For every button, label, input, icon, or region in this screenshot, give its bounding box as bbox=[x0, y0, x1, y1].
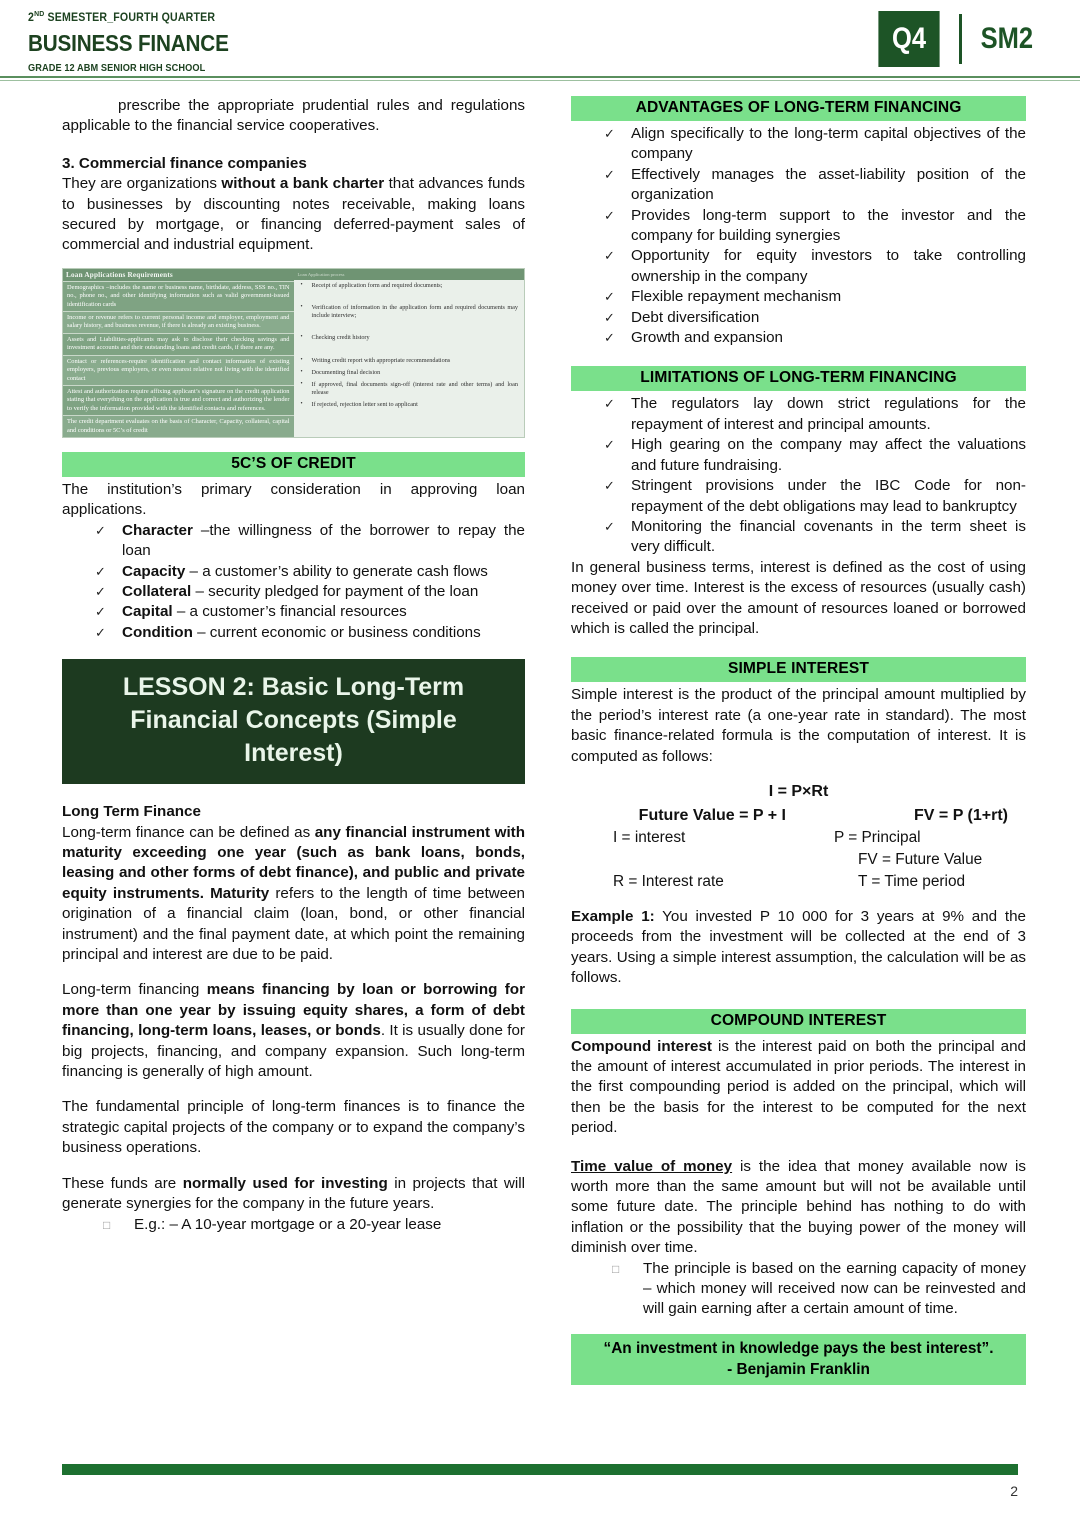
compound-interest-paragraph bbox=[571, 1037, 1026, 1139]
semester-badge: SM2 bbox=[980, 22, 1034, 55]
continued-paragraph: prescribe the appropriate prudential rules and regulations applicable to the financial service cooperatives. bbox=[62, 97, 525, 135]
page-number: 2 bbox=[1010, 1483, 1018, 1499]
long-term-finance-paragraph-3: The fundamental principle of long-term finances is to finance the strategic capital projects of the company or to expand the company’s business operations. bbox=[62, 1098, 525, 1157]
list-item: ✓ Provides long-term support to the investor and the company for building synergies bbox=[571, 206, 1026, 247]
advantages-list bbox=[571, 124, 1026, 348]
table-row: • If approved, final documents sign-off (interest rate and other terms) and loan release bbox=[294, 379, 525, 399]
cfc-text-1: They are organizations bbox=[62, 175, 222, 193]
fivecs-desc: – a customer’s ability to generate cash flows bbox=[185, 562, 488, 580]
example-list bbox=[62, 1215, 525, 1235]
table-spacer bbox=[294, 322, 525, 332]
simple-interest-formulas bbox=[571, 781, 1026, 893]
table-row: • If rejected, rejection letter sent to applicant bbox=[294, 399, 525, 411]
quote-box bbox=[571, 1334, 1026, 1385]
legend-time: T = Time period bbox=[858, 872, 966, 890]
fivecs-term: Capacity bbox=[122, 562, 186, 580]
table-row: Contact or references-require identification and contact information of existing employers, previous employers, or even nearest relative not living with the identified contact bbox=[63, 355, 294, 385]
quote-text: “An investment in knowledge pays the best interest”. bbox=[603, 1339, 994, 1357]
list-item bbox=[62, 562, 525, 582]
section-heading-simple-interest: SIMPLE INTEREST bbox=[571, 657, 1026, 682]
legend-row-1 bbox=[571, 827, 1026, 849]
fivecs-term: Capital bbox=[122, 603, 173, 621]
fivecs-desc: – security pledged for payment of the loan bbox=[191, 582, 479, 600]
cfc-text-bold: without a bank charter bbox=[221, 175, 385, 193]
table-header-requirements: Loan Applications Requirements bbox=[63, 269, 294, 281]
list-item bbox=[62, 582, 525, 602]
list-item: □ The principle is based on the earning capacity of money – which money will received now can be reinvested and will gain earning after a certain amount of time. bbox=[571, 1259, 1026, 1320]
legend-principal: P = Principal bbox=[834, 828, 921, 846]
table-spacer bbox=[294, 345, 525, 355]
ltf-p1-a: Long-term finance can be defined as bbox=[62, 823, 315, 841]
fivecs-desc: – current economic or business conditions bbox=[192, 623, 481, 641]
fivecs-desc: – a customer’s financial resources bbox=[172, 603, 407, 621]
long-term-finance-paragraph-2 bbox=[62, 980, 525, 1082]
table-spacer bbox=[294, 292, 525, 302]
header-rule-thick bbox=[0, 76, 1080, 78]
long-term-finance-paragraph-1 bbox=[62, 823, 525, 966]
loan-application-table bbox=[62, 268, 525, 438]
tvm-term: Time value of money bbox=[571, 1157, 733, 1175]
left-column bbox=[62, 96, 525, 1385]
compound-bold: Compound interest bbox=[571, 1037, 712, 1055]
table-row: • Receipt of application form and required documents; bbox=[294, 280, 525, 292]
ltf-p1-c: refers to the length of time between origination of a financial claim (loan, bond, or other financial instrument) and the final payment date, at which point the remaining principal and interest are due to be paid. bbox=[62, 884, 526, 964]
heading-commercial-finance-companies: 3. Commercial finance companies bbox=[62, 154, 307, 172]
kicker-rest: SEMESTER_FOURTH QUARTER bbox=[44, 11, 216, 24]
list-item: ✓ Effectively manages the asset-liability position of the organization bbox=[571, 165, 1026, 206]
section-heading-advantages: ADVANTAGES OF LONG-TERM FINANCING bbox=[571, 96, 1026, 121]
footer-rule bbox=[62, 1464, 1018, 1475]
table-row: The credit department evaluates on the basis of Character, Capacity, collateral, capital and conditions or 5C’s of credit bbox=[63, 415, 294, 437]
header-rule-thin bbox=[0, 80, 1080, 81]
legend-interest: I = interest bbox=[613, 828, 686, 846]
list-item: □ E.g.: – A 10-year mortgage or a 20-year lease bbox=[62, 1215, 525, 1235]
list-item: ✓ Flexible repayment mechanism bbox=[571, 287, 1026, 307]
table-row: Attest and authorization require affixing applicant’s signature on the credit application stating that everything on the application is true and correct and authorizing the lender to verify the information provided with the identified contacts and references. bbox=[63, 385, 294, 415]
table-row: • Checking credit history bbox=[294, 332, 525, 344]
page-title: BUSINESS FINANCE bbox=[28, 29, 229, 56]
heading-long-term-finance: Long Term Finance bbox=[62, 803, 201, 821]
section-heading-5cs-of-credit: 5C’S OF CREDIT bbox=[62, 452, 525, 477]
badge-divider bbox=[959, 14, 962, 64]
list-item bbox=[62, 623, 525, 643]
example-label: Example 1: bbox=[571, 907, 655, 925]
right-column bbox=[571, 96, 1026, 1385]
table-row: Demographics –includes the name or business name, birthdate, address, SSS no., TIN no., phone no., and other identifying information such as valid government-issued identification cards bbox=[63, 281, 294, 311]
section-heading-compound-interest: COMPOUND INTEREST bbox=[571, 1009, 1026, 1034]
list-item bbox=[62, 602, 525, 622]
list-item: ✓ High gearing on the company may affect the valuations and future fundraising. bbox=[571, 435, 1026, 476]
commercial-finance-body bbox=[62, 174, 525, 256]
fivecs-list bbox=[62, 521, 525, 643]
ltf-p1-bold: any financial instrument with maturity exceeding one year (such as bank loans, bonds, leasing and other forms of debt finance), and public and private equity instruments. Maturity bbox=[62, 823, 525, 902]
header-text-block bbox=[28, 9, 251, 74]
list-item: ✓ Monitoring the financial covenants in the term sheet is very difficult. bbox=[571, 517, 1026, 558]
table-row: • Writing credit report with appropriate recommendations bbox=[294, 355, 525, 367]
list-item: ✓ Align specifically to the long-term capital objectives of the company bbox=[571, 124, 1026, 165]
quarter-badge: Q4 bbox=[879, 11, 940, 67]
ltf-p2-c: . It is usually done for big projects, financing, and company expansion. Such long-term financing is generally of high amount. bbox=[62, 1022, 525, 1081]
kicker-ordinal-sup: ND bbox=[34, 9, 45, 18]
page-header bbox=[0, 0, 1080, 78]
table-row: Income or revenue refers to current personal income and employer, employment and salary history, and business revenue, if there is already an existing business. bbox=[63, 311, 294, 333]
long-term-finance-paragraph-4 bbox=[62, 1174, 525, 1215]
ltf-p2-a: Long-term financing bbox=[62, 981, 207, 999]
legend-future-value: FV = Future Value bbox=[858, 850, 983, 868]
ltf-p2-bold: means financing by loan or borrowing for more than one year by issuing equity shares, a form of debt financing, long-term loans, leases, or bonds bbox=[62, 981, 525, 1040]
fivecs-desc: –the willingness of the borrower to repay the loan bbox=[122, 521, 525, 560]
table-header-process: Loan Application process bbox=[294, 269, 525, 280]
grade-level-subtitle: GRADE 12 ABM SENIOR HIGH SCHOOL bbox=[28, 62, 206, 74]
formula-fv: FV = P (1+rt) bbox=[914, 806, 1008, 824]
formula-row-future-value bbox=[571, 805, 1026, 827]
list-item: ✓ Debt diversification bbox=[571, 308, 1026, 328]
fivecs-term: Collateral bbox=[122, 582, 192, 600]
quote-attribution: - Benjamin Franklin bbox=[727, 1360, 870, 1378]
fivecs-term: Condition bbox=[122, 623, 193, 641]
example-text: You invested P 10 000 for 3 years at 9% and the proceeds from the investment will be collected at the end of 3 years. Using a simple interest assumption, the calculation will be as follows. bbox=[571, 907, 1026, 987]
legend-spacer bbox=[571, 849, 786, 871]
list-item bbox=[62, 521, 525, 562]
ltf-p4-a: These funds are bbox=[62, 1174, 183, 1192]
table-process-column bbox=[294, 269, 525, 437]
limitations-list bbox=[571, 394, 1026, 557]
simple-interest-body: Simple interest is the product of the principal amount multiplied by the period’s interest rate (a one-year rate in standard). The most basic finance-related formula is the computation of interest. It is computed as follows: bbox=[571, 686, 1026, 765]
formula-future-value: Future Value = P + I bbox=[638, 806, 786, 824]
fivecs-term: Character bbox=[122, 521, 193, 539]
table-row: Assets and Liabilities-applicants may ask to disclose their checking savings and investment accounts and their outstanding loans and credit cards, if there are any. bbox=[63, 333, 294, 355]
list-item: ✓ Opportunity for equity investors to take controlling ownership in the company bbox=[571, 246, 1026, 287]
legend-row-3 bbox=[571, 871, 1026, 893]
list-item: ✓ The regulators lay down strict regulations for the repayment of interest and principal amounts. bbox=[571, 394, 1026, 435]
time-value-of-money-paragraph bbox=[571, 1157, 1026, 1259]
interest-definition-paragraph: In general business terms, interest is defined as the cost of using money over time. Interest is the excess of resources (usually cash) received or paid over the amount of resources loaned or borrowed which is called the principal. bbox=[571, 558, 1026, 637]
section-heading-limitations: LIMITATIONS OF LONG-TERM FINANCING bbox=[571, 366, 1026, 391]
header-badges bbox=[873, 11, 1038, 67]
table-row: • Documenting final decision bbox=[294, 367, 525, 379]
fivecs-intro: The institution’s primary consideration in approving loan applications. bbox=[62, 480, 525, 519]
semester-quarter-line bbox=[28, 9, 233, 24]
table-requirements-column bbox=[63, 269, 294, 437]
ltf-p4-c: in projects that will generate synergies for the company in the future years. bbox=[62, 1174, 525, 1213]
legend-rate: R = Interest rate bbox=[613, 872, 724, 890]
lesson-2-banner: LESSON 2: Basic Long-Term Financial Concepts (Simple Interest) bbox=[62, 659, 525, 784]
formula-interest: I = P×Rt bbox=[768, 782, 829, 800]
compound-text: is the interest paid on both the principal and the amount of interest accumulated in prior periods. The interest in the first compounding period is added on the principal, which will then be the basis for the interest to be computed for the next period. bbox=[571, 1037, 1027, 1137]
legend-row-2 bbox=[571, 849, 1026, 871]
kicker-prefix: 2 bbox=[28, 11, 35, 24]
two-column-body bbox=[0, 96, 1080, 1385]
example-1-paragraph bbox=[571, 907, 1026, 989]
tvm-text: is the idea that money available now is worth more than the same amount but will not be available until some future date. The principle behind has nothing to do with inflation or the possibility that the buying power of the money will diminish over time. bbox=[571, 1157, 1026, 1257]
cfc-text-2: that advances funds to businesses by discounting notes receivable, making loans secured by mortgage, or financing deferred-payment sales of commercial and industrial equipment. bbox=[62, 175, 525, 254]
table-row: • Verification of information in the application form and required documents may include interview; bbox=[294, 302, 525, 322]
list-item: ✓ Growth and expansion bbox=[571, 328, 1026, 348]
list-item: ✓ Stringent provisions under the IBC Code for non-repayment of the debt obligations may lead to bankruptcy bbox=[571, 476, 1026, 517]
tvm-bullet-list bbox=[571, 1259, 1026, 1320]
ltf-p4-bold: normally used for investing bbox=[182, 1174, 388, 1192]
